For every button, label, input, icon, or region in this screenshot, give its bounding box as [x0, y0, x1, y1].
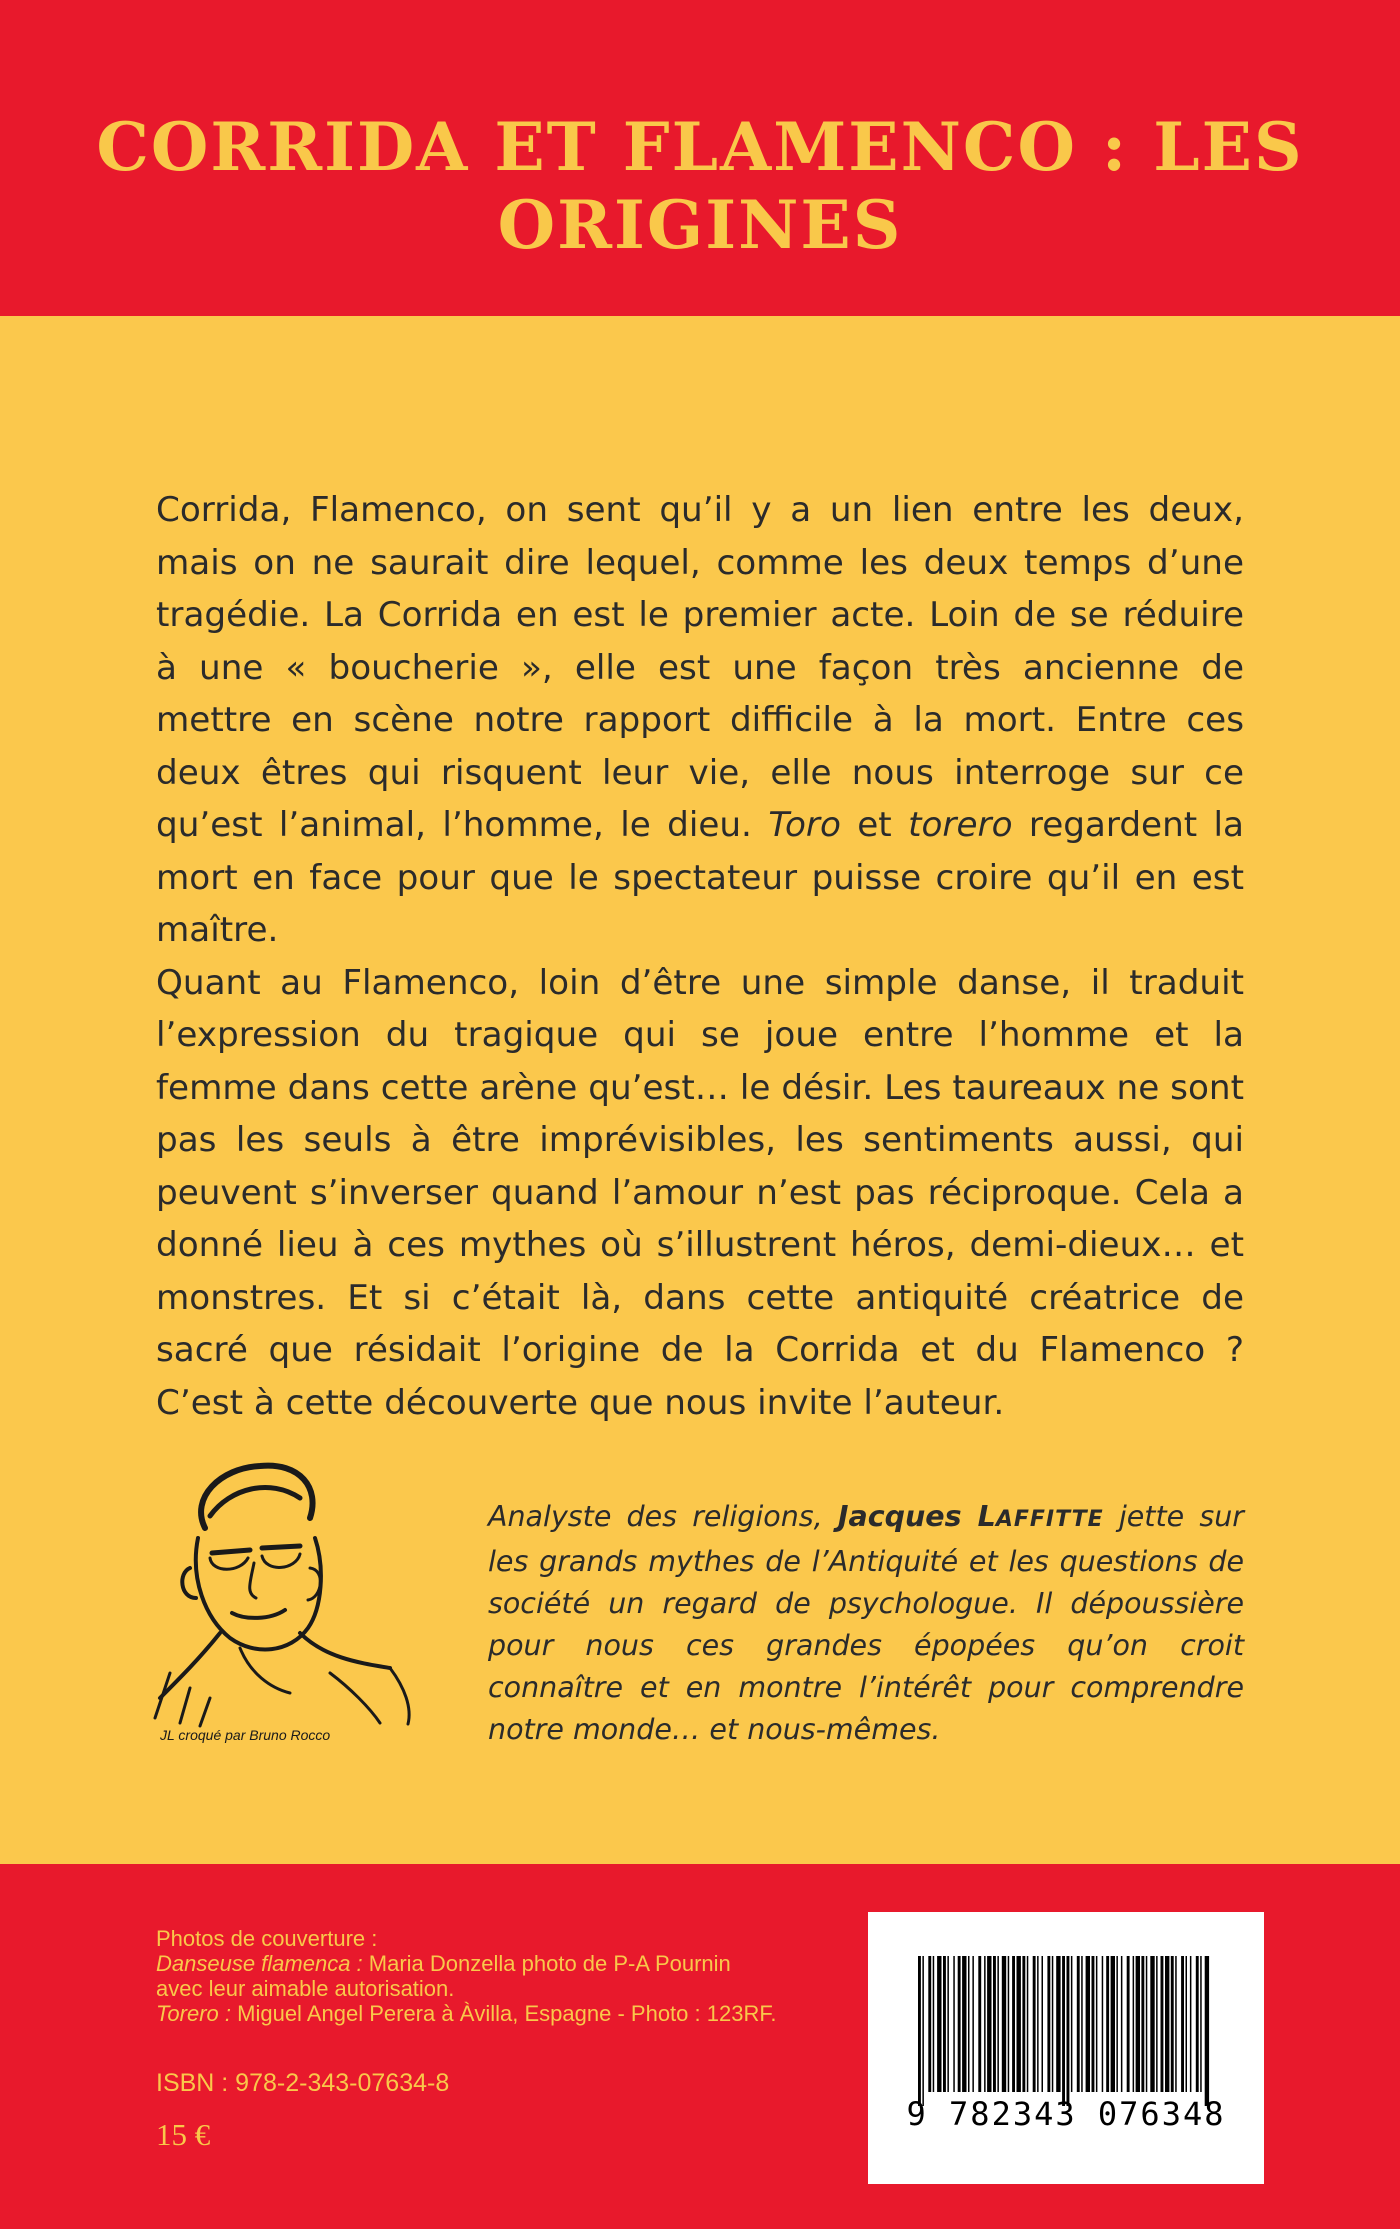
author-first-name: Jacques — [837, 1500, 978, 1533]
barcode-bar — [993, 1956, 996, 2092]
credits-dancer-text: Maria Donzella photo de P-A Pournin — [362, 1951, 731, 1976]
author-sketch-image — [150, 1458, 442, 1748]
barcode — [868, 1912, 1264, 2184]
sketch-caption: JL croqué par Bruno Rocco — [160, 1727, 331, 1743]
credits-torero-label: Torero : — [156, 2001, 232, 2026]
barcode-bar — [1146, 1956, 1148, 2092]
barcode-bar — [1027, 1956, 1029, 2092]
isbn: ISBN : 978-2-343-07634-8 — [156, 2069, 450, 2097]
barcode-bar — [968, 1956, 970, 2092]
barcode-bar — [1121, 1956, 1123, 2092]
barcode-bar — [1136, 1956, 1140, 2092]
author-last-rest: AFFITTE — [995, 1507, 1104, 1532]
barcode-bar — [972, 1956, 974, 2092]
barcode-bar — [1127, 1956, 1130, 2092]
barcode-bar — [1205, 1956, 1209, 2106]
barcode-bar — [1002, 1956, 1006, 2092]
credits-heading: Photos de couverture : — [156, 1926, 378, 1951]
barcode-bar — [1071, 1956, 1073, 2092]
barcode-bar — [1012, 1956, 1015, 2092]
barcode-bar — [1067, 1956, 1070, 2106]
barcode-bar — [922, 1956, 924, 2106]
barcode-bar — [947, 1956, 949, 2092]
barcode-bar — [1111, 1956, 1115, 2092]
barcode-bar — [1150, 1956, 1154, 2092]
barcode-bar — [1077, 1956, 1080, 2092]
barcode-bar — [953, 1956, 955, 2092]
photo-credits — [156, 1926, 796, 2026]
barcode-bar — [1175, 1956, 1177, 2092]
barcode-bar — [997, 1956, 999, 2092]
barcode-bar — [1186, 1956, 1188, 2092]
barcode-bar — [943, 1956, 946, 2092]
barcode-bar — [962, 1956, 966, 2092]
book-title: CORRIDA ET FLAMENCO : LES ORIGINES — [96, 108, 1304, 264]
credits-dancer — [156, 1951, 796, 1976]
credits-dancer-line2: avec leur aimable autorisation. — [156, 1976, 455, 2001]
author-bio — [488, 1496, 1244, 1751]
author-bio-text: jette sur les grands mythes de l’Antiquité et les questions de société un regard de psychologue. Il dépoussière pour nous ces grandes épopées qu’on croit connaître et en montre l’intérêt pour comprendre notre monde… et nous-mêmes. — [488, 1500, 1244, 1746]
barcode-bar — [1116, 1956, 1118, 2092]
barcode-bar — [1161, 1956, 1164, 2092]
barcode-bar — [1033, 1956, 1036, 2092]
blurb-text: regardent la mort en face pour que le spectateur puisse croire qu’il en est maître. — [156, 805, 1244, 950]
barcode-bar — [1102, 1956, 1104, 2092]
barcode-bar — [1022, 1956, 1025, 2092]
barcode-bar — [1047, 1956, 1050, 2092]
barcode-bar — [1141, 1956, 1144, 2092]
barcode-bar — [1017, 1956, 1021, 2092]
barcode-bar — [1156, 1956, 1158, 2092]
barcode-bar — [1171, 1956, 1174, 2092]
author-last-initial: L — [977, 1500, 996, 1533]
barcode-bar — [1181, 1956, 1184, 2092]
blurb-text: Corrida, Flamenco, on sent qu’il y a un lien entre les deux, mais on ne saurait dire lequel, comme les deux temps d’une tragédie. La Corrida en est le premier acte. Loin de se réduire à une « boucherie », elle est une façon très ancienne de mettre en scène notre rapport difficile à la mort. Entre ces deux êtres qui risquent leur vie, elle nous interroge sur ce qu’est l’animal, l’homme, le dieu. — [156, 490, 1244, 845]
barcode-bar — [928, 1956, 931, 2092]
author-bio-lead: Analyste des religions, — [488, 1500, 838, 1533]
barcode-digits: 9 782343 076348 — [906, 2095, 1226, 2133]
credits-dancer-label: Danseuse flamenca : — [156, 1951, 363, 1976]
barcode-bar — [1096, 1956, 1098, 2092]
barcode-bar — [1196, 1956, 1199, 2092]
credits-torero — [156, 2001, 796, 2026]
barcode-bar — [1165, 1956, 1169, 2092]
barcode-bar — [918, 1956, 921, 2106]
blurb-paragraph-2: Quant au Flamenco, loin d’être une simple danse, il traduit l’expression du tragique qui se joue entre l’homme et la femme dans cette arène qu’est… le désir. Les taureaux ne sont pas les seuls à être imprévisibles, les sentiments aussi, qui peuvent s’inverser quand l’amour n’est pas réciproque. Cela a donné lieu à ces mythes où s’illustrent héros, demi-dieux… et monstres. Et si c’était là, dans cette antiquité créatrice de sacré que résidait l’origine de la Corrida et du Flamenco ? C’est à cette découverte que nous invite l’auteur. — [156, 962, 1244, 1423]
barcode-bar — [1062, 1956, 1065, 2106]
blurb-text: et — [840, 805, 909, 845]
barcode-bar — [984, 1956, 986, 2092]
barcode-bar — [1008, 1956, 1010, 2092]
credits-torero-text: Miguel Angel Perera à Àvilla, Espagne - Photo : 123RF. — [231, 2001, 777, 2026]
barcode-bar — [1092, 1956, 1095, 2092]
barcode-bar — [987, 1956, 991, 2092]
barcode-bar — [958, 1956, 961, 2092]
blurb-italic-toro: Toro — [768, 805, 841, 845]
barcode-bar — [1106, 1956, 1109, 2092]
barcode-bar — [1133, 1956, 1135, 2092]
blurb-paragraph-1 — [156, 484, 1244, 957]
barcode-bar — [978, 1956, 981, 2092]
barcode-bar — [933, 1956, 935, 2092]
author-name — [838, 1500, 1104, 1533]
barcode-bar — [1056, 1956, 1060, 2092]
barcode-bar — [1086, 1956, 1090, 2092]
barcode-bar — [1190, 1956, 1192, 2092]
barcode-bar — [1081, 1956, 1083, 2092]
barcode-bar — [937, 1956, 941, 2092]
barcode-bar — [1042, 1956, 1044, 2092]
back-cover-blurb — [156, 484, 1244, 1429]
barcode-bar — [1037, 1956, 1039, 2092]
barcode-bar — [1052, 1956, 1054, 2092]
barcode-bar — [1200, 1956, 1202, 2092]
blurb-italic-torero: torero — [908, 805, 1013, 845]
price: 15 € — [156, 2117, 211, 2152]
